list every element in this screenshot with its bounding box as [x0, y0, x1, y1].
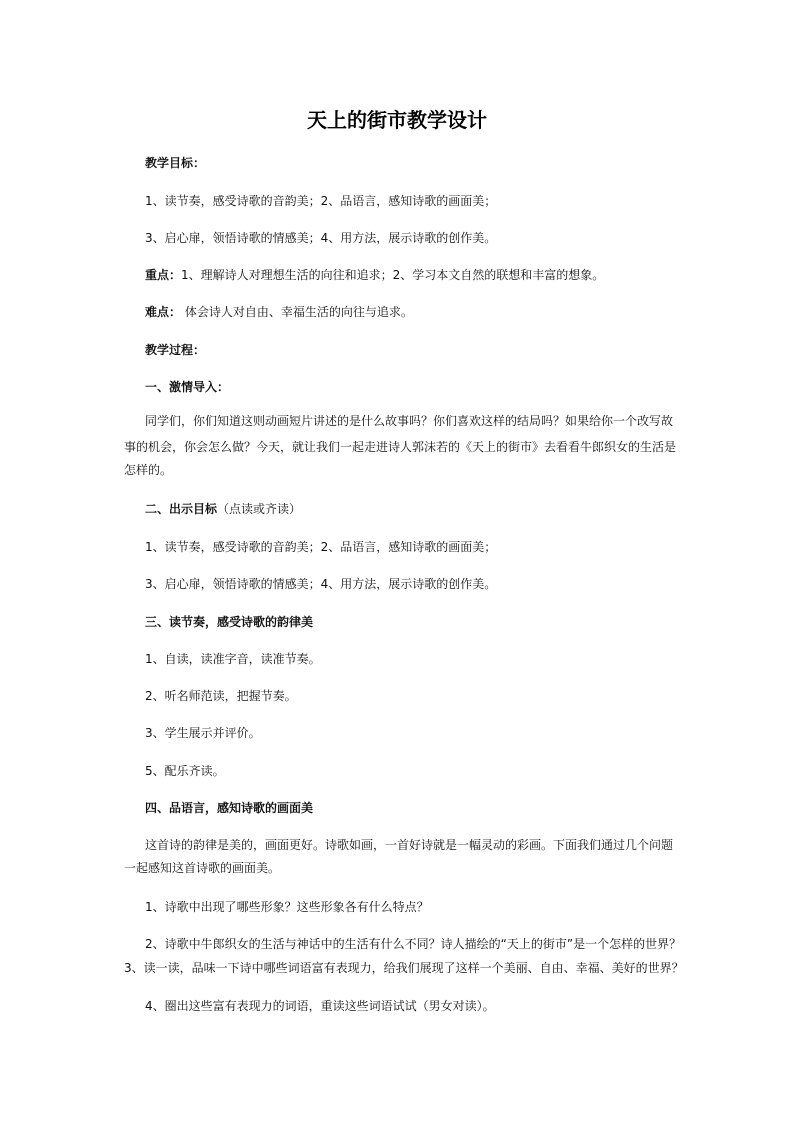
section-3-item-3: 3、学生展示并评价。: [145, 726, 261, 740]
section-4-paragraph-line-1: 这首诗的韵律是美的，画面更好。诗歌如画，一首好诗就是一幅灵动的彩画。下面我们通过几个问题: [145, 838, 674, 852]
section-4-paragraph-line-2: 一起感知这首诗歌的画面美。: [124, 861, 281, 875]
section-1-paragraph-line-1: 同学们，你们知道这则动画短片讲述的是什么故事吗？你们喜欢这样的结局吗？如果给你一个改写故: [145, 414, 674, 428]
key-points-label: 重点：: [145, 268, 182, 282]
section-1-paragraph-line-2: 事的机会，你会怎么做？今天，就让我们一起走进诗人郭沫若的《天上的街市》去看看牛郎织女的生活是: [124, 440, 677, 454]
section-2-heading-line: [145, 502, 685, 516]
section-4-heading: 四、品语言，感知诗歌的画面美: [145, 801, 314, 815]
section-2-line-1: 1、读节奏，感受诗歌的音韵美；2、品语言，感知诗歌的画面美；: [145, 540, 497, 554]
difficulty-label: 难点：: [145, 305, 182, 319]
section-2-line-2: 3、启心扉，领悟诗歌的情感美；4、用方法，展示诗歌的创作美。: [145, 577, 497, 591]
objectives-heading: 教学目标：: [145, 156, 206, 170]
objectives-line-1: 1、读节奏，感受诗歌的音韵美；2、品语言，感知诗歌的画面美；: [145, 194, 497, 208]
section-2-note: （点读或齐读）: [217, 502, 302, 516]
section-1-heading: 一、激情导入：: [145, 380, 230, 394]
section-3-item-2: 2、听名师范读，把握节奏。: [145, 689, 297, 703]
difficulty: [145, 305, 685, 319]
section-3-heading: 三、读节奏，感受诗歌的韵律美: [145, 615, 314, 629]
key-points: [145, 268, 685, 282]
section-1-paragraph-line-3: 怎样的。: [124, 463, 173, 477]
document-title: 天上的街市教学设计: [307, 108, 487, 132]
section-4-question-1: 1、诗歌中出现了哪些形象？这些形象各有什么特点？: [145, 900, 429, 914]
section-4-question-4: 4、圈出这些富有表现力的词语，重读这些词语试试（男女对读）。: [145, 999, 495, 1013]
section-3-item-4: 5、配乐齐读。: [145, 764, 225, 778]
objectives-line-2: 3、启心扉，领悟诗歌的情感美；4、用方法，展示诗歌的创作美。: [145, 231, 497, 245]
section-2-heading: 二、出示目标: [145, 502, 218, 516]
difficulty-text: 体会诗人对自由、幸福生活的向往与追求。: [181, 305, 413, 319]
section-4-question-2: 2、诗歌中牛郎织女的生活与神话中的生活有什么不同？诗人描绘的“天上的街市”是一个怎样的世界？: [145, 937, 682, 951]
section-3-item-1: 1、自读，读准字音，读准节奏。: [145, 652, 321, 666]
key-points-text: 1、理解诗人对理想生活的向往和追求；2、学习本文自然的联想和丰富的想象。: [181, 268, 605, 282]
process-heading: 教学过程：: [145, 343, 206, 357]
section-4-question-3: 3、读一读，品味一下诗中哪些词语富有表现力，给我们展现了这样一个美丽、自由、幸福、美好的世界？: [124, 961, 684, 975]
